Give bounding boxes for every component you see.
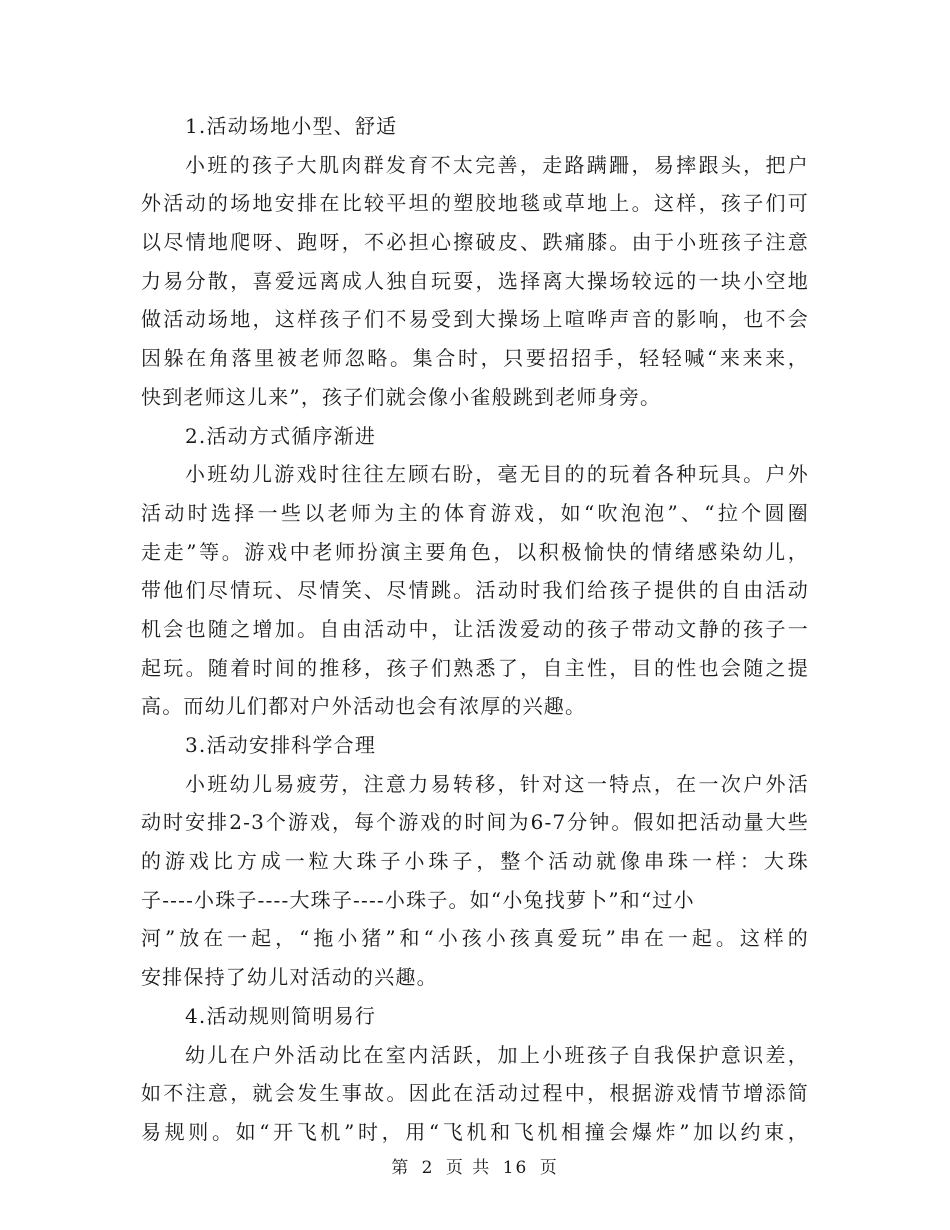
paragraph-line: 动时安排2-3个游戏，每个游戏的时间为6-7分钟。假如把活动量大些: [141, 810, 809, 835]
paragraph-line: 外活动的场地安排在比较平坦的塑胶地毯或草地上。这样，孩子们可: [141, 191, 809, 216]
section-heading-4: 4.活动规则简明易行: [185, 1003, 377, 1028]
document-body: [141, 107, 811, 1152]
paragraph-line: 做活动场地，这样孩子们不易受到大操场上喧哗声音的影响，也不会: [141, 307, 809, 332]
footer-suffix: 页: [539, 1158, 559, 1178]
footer-prefix: 第: [391, 1158, 411, 1178]
section-heading-2: 2.活动方式循序渐进: [185, 423, 377, 448]
paragraph-line: 高。而幼儿们都对户外活动也会有浓厚的兴趣。: [141, 694, 587, 719]
paragraph-line: 起玩。随着时间的推移，孩子们熟悉了，自主性，目的性也会随之提: [141, 655, 809, 680]
paragraph-line: 带他们尽情玩、尽情笑、尽情跳。活动时我们给孩子提供的自由活动: [141, 578, 809, 603]
paragraph-line: 小班幼儿易疲劳，注意力易转移，针对这一特点，在一次户外活: [185, 771, 809, 796]
paragraph-line: 子----小珠子----大珠子----小珠子。如“小兔找萝卜”和“过小: [141, 887, 695, 912]
page-number-footer: [0, 1153, 950, 1178]
paragraph-line: 易规则。如“开飞机”时，用“飞机和飞机相撞会爆炸”加以约束，: [141, 1119, 809, 1144]
footer-current-page: 2: [421, 1158, 435, 1178]
paragraph-line: 如不注意，就会发生事故。因此在活动过程中，根据游戏情节增添简: [141, 1081, 809, 1106]
paragraph-line: 活动时选择一些以老师为主的体育游戏，如“吹泡泡”、“拉个圆圈: [141, 500, 809, 525]
paragraph-line: 安排保持了幼儿对活动的兴趣。: [141, 965, 438, 990]
paragraph-line: 快到老师这儿来”，孩子们就会像小雀般跳到老师身旁。: [141, 384, 662, 409]
paragraph-line: 以尽情地爬呀、跑呀，不必担心擦破皮、跌痛膝。由于小班孩子注意: [141, 230, 809, 255]
paragraph-line: 走走”等。游戏中老师扮演主要角色，以积极愉快的情绪感染幼儿，: [141, 539, 809, 564]
paragraph-line: 因躲在角落里被老师忽略。集合时，只要招招手，轻轻喊“来来来，: [141, 346, 809, 371]
footer-total-pages: 16: [502, 1158, 529, 1178]
section-heading-1: 1.活动场地小型、舒适: [185, 114, 398, 138]
paragraph-line: 河”放在一起，“拖小猪”和“小孩小孩真爱玩”串在一起。这样的: [141, 926, 809, 951]
paragraph-line: 力易分散，喜爱远离成人独自玩耍，选择离大操场较远的一块小空地: [141, 268, 809, 293]
paragraph-line: 的游戏比方成一粒大珠子小珠子，整个活动就像串珠一样：大珠: [141, 849, 809, 874]
paragraph-line: 机会也随之增加。自由活动中，让活泼爱动的孩子带动文静的孩子一: [141, 616, 809, 641]
paragraph-line: 幼儿在户外活动比在室内活跃，加上小班孩子自我保护意识差，: [185, 1042, 809, 1067]
paragraph-line: 小班的孩子大肌肉群发育不太完善，走路蹒跚，易摔跟头，把户: [185, 152, 809, 177]
footer-middle: 页 共: [445, 1158, 492, 1178]
section-heading-3: 3.活动安排科学合理: [185, 733, 377, 757]
paragraph-line: 小班幼儿游戏时往往左顾右盼，毫无目的的玩着各种玩具。户外: [185, 462, 809, 487]
